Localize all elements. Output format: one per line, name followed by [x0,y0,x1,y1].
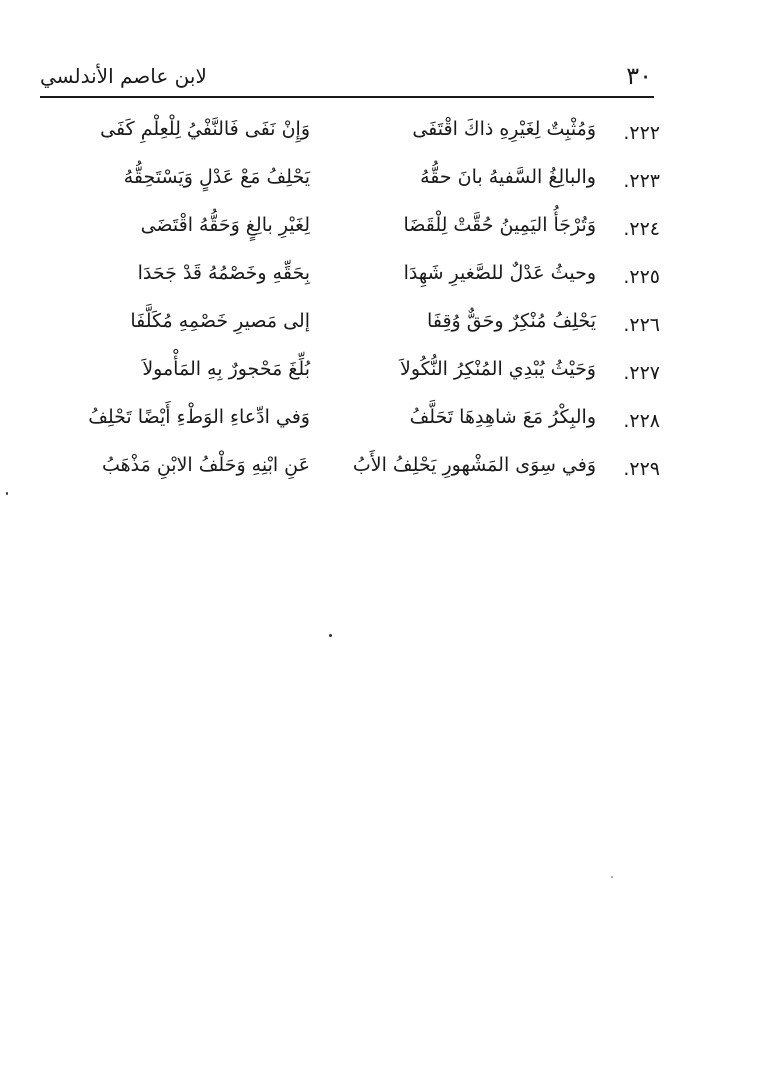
running-title: لابن عاصم الأندلسي [40,64,207,88]
verse-second-hemistich: لِغَيْرِ بالِغٍ وَحَقُّهُ اقْتَضَى [140,214,310,236]
scan-speck [6,492,8,495]
verse-second-hemistich: وَإِنْ نَفَى فَالنَّفْيُ لِلْعِلْمِ كَفَى [100,118,310,140]
verse-number: ٢٢٢. [623,122,660,144]
verse-first-hemistich: يَحْلِفُ مُنْكِرٌ وحَقٌّ وُقِفَا [427,310,596,332]
verse-second-hemistich: عَنِ ابْنِهِ وَحَلْفُ الابْنِ مَذْهَبُ [101,454,310,476]
verse-first-hemistich: والبالِغُ السَّفيهُ بانَ حقُّهُ [420,166,596,188]
verse-first-hemistich: والبِكْرُ مَعَ شاهِدِهَا تَحَلَّفُ [409,406,596,428]
verse-row [40,406,660,446]
verse-number: ٢٢٤. [623,218,660,240]
verse-row [40,454,660,494]
verse-first-hemistich: وَتُرْجَأُ اليَمِينُ حُقَّتْ لِلْقَضَا [403,214,596,236]
scan-speck [611,876,613,878]
verse-row [40,166,660,206]
verse-second-hemistich: وَفي ادِّعاءِ الوَطْءِ أَيْضًا تَحْلِفُ [88,406,310,428]
verse-number: ٢٢٩. [623,458,660,480]
scan-speck [329,634,332,637]
verse-second-hemistich: يَحْلِفُ مَعْ عَدْلٍ وَيَسْتَحِقُّهُ [123,166,310,188]
verse-number: ٢٢٥. [623,266,660,288]
verse-row [40,358,660,398]
verse-number: ٢٢٧. [623,362,660,384]
verse-second-hemistich: بُلِّغَ مَحْجورٌ بِهِ المَأْمولاَ [142,358,310,380]
verse-number: ٢٢٨. [623,410,660,432]
verse-row [40,262,660,302]
verse-row [40,214,660,254]
page-number: ٣٠ [626,62,652,90]
verse-first-hemistich: وَمُثْبِتٌ لِغَيْرِهِ ذاكَ اقْتَفَى [412,118,596,140]
verse-number: ٢٢٣. [623,170,660,192]
verse-row [40,118,660,158]
verse-number: ٢٢٦. [623,314,660,336]
verse-second-hemistich: بِحَقِّهِ وخَصْمُهُ قَدْ جَحَدَا [137,262,310,284]
verse-row [40,310,660,350]
verse-first-hemistich: وحيثُ عَدْلٌ للصَّغيرِ شَهِدَا [403,262,596,284]
verse-first-hemistich: وَحَيْثُ يُبْدِي المُنْكِرُ النُّكُولاَ [399,358,596,380]
verse-second-hemistich: إلى مَصيرِ خَصْمِهِ مُكَلَّفَا [130,310,310,332]
verse-first-hemistich: وَفي سِوَى المَشْهورِ يَحْلِفُ الأَبُ [352,454,596,476]
